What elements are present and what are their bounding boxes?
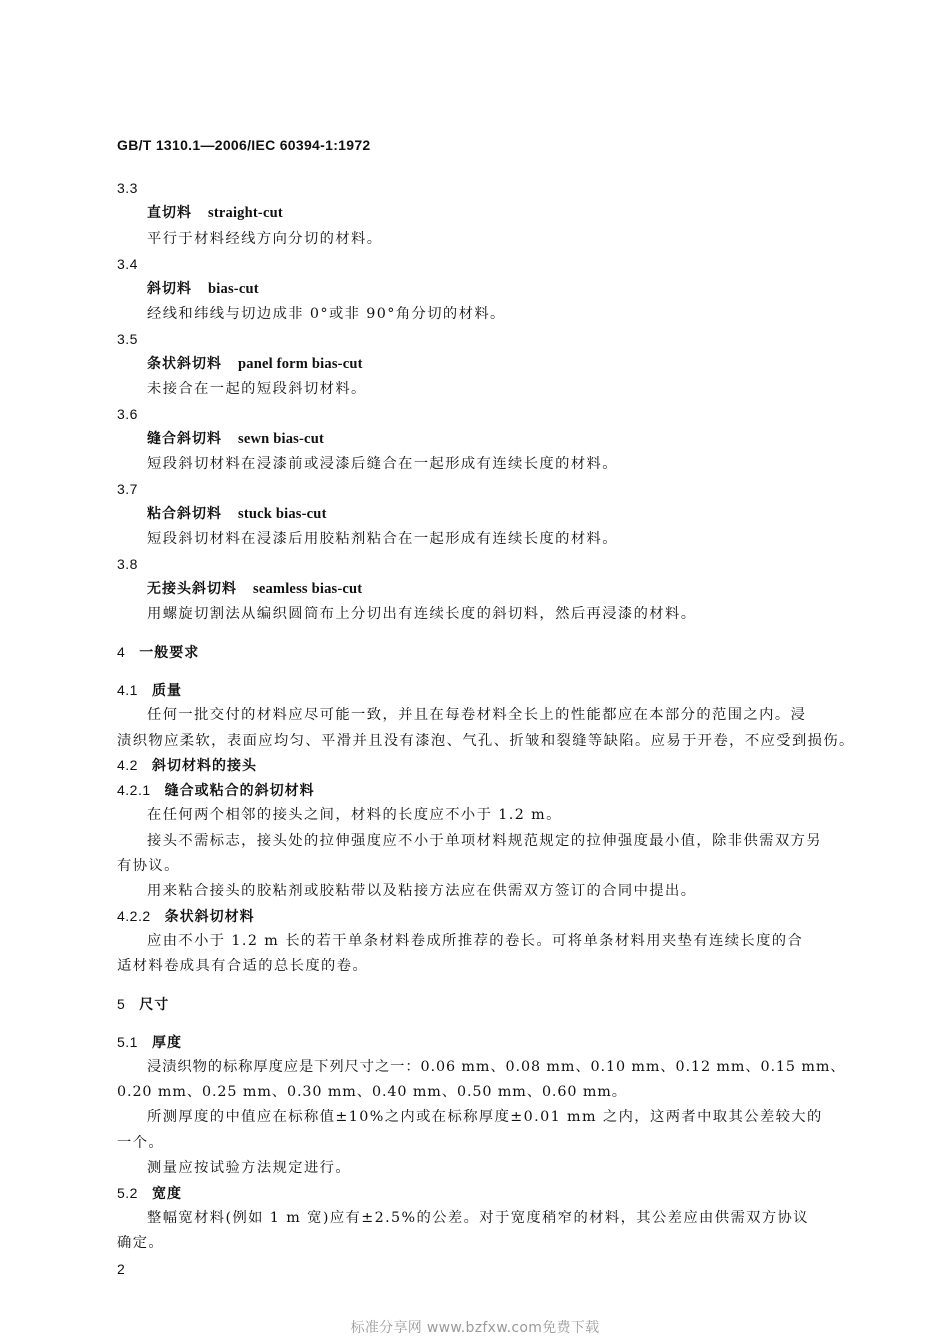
paragraph-line: 适材料卷成具有合适的总长度的卷。 — [117, 958, 369, 974]
paragraph-line: 应由不小于 1.2 m 长的若干单条材料卷成所推荐的卷长。可将单条材料用夹垫有连续长度的合 — [147, 933, 804, 949]
subsection-number: 4.2 — [117, 757, 138, 773]
subsection-number: 4.1 — [117, 682, 138, 698]
term-zh: 直切料 — [147, 205, 192, 221]
subsection-title: 缝合或粘合的斜切材料 — [164, 783, 315, 799]
term-en: stuck bias-cut — [238, 506, 327, 522]
section-number: 4 — [117, 644, 126, 660]
term-definition: 短段斜切材料在浸漆后用胶粘剂粘合在一起形成有连续长度的材料。 — [147, 531, 618, 547]
term-zh: 粘合斜切料 — [147, 506, 222, 522]
paragraph-line: 测量应按试验方法规定进行。 — [147, 1160, 352, 1176]
term-definition: 未接合在一起的短段斜切材料。 — [147, 381, 367, 397]
term-en: bias-cut — [208, 281, 259, 297]
paragraph-line: 接头不需标志，接头处的拉伸强度应不小于单项材料规范规定的拉伸强度最小值，除非供需双方另 — [147, 833, 822, 849]
paragraph-line: 确定。 — [117, 1235, 165, 1251]
term-definition: 平行于材料经线方向分切的材料。 — [147, 231, 383, 247]
term-number: 3.4 — [117, 256, 138, 272]
term-zh: 斜切料 — [147, 281, 192, 297]
subsection-number: 5.1 — [117, 1034, 138, 1050]
paragraph-line: 浸渍织物的标称厚度应是下列尺寸之一：0.06 mm、0.08 mm、0.10 mm、0.12 mm、0.15 mm、 — [147, 1059, 846, 1075]
term-en: panel form bias-cut — [238, 356, 363, 372]
term-zh: 条状斜切料 — [147, 356, 222, 372]
subsection-title: 斜切材料的接头 — [151, 758, 257, 774]
subsection-title: 条状斜切材料 — [164, 909, 255, 925]
term-title — [147, 579, 362, 599]
page-number: 2 — [117, 1261, 126, 1277]
paragraph-line: 0.20 mm、0.25 mm、0.30 mm、0.40 mm、0.50 mm、0.60 mm。 — [117, 1084, 627, 1100]
section-title: 一般要求 — [139, 645, 200, 661]
subsection-title: 厚度 — [151, 1035, 182, 1051]
term-definition: 用螺旋切割法从编织圆筒布上分切出有连续长度的斜切料，然后再浸漆的材料。 — [147, 606, 697, 622]
paragraph-line: 有协议。 — [117, 858, 180, 874]
term-definition: 经线和纬线与切边成非 0°或非 90°角分切的材料。 — [147, 306, 506, 322]
section-number: 5 — [117, 996, 126, 1012]
section-heading — [117, 642, 199, 663]
term-title — [147, 504, 327, 524]
section-title: 尺寸 — [139, 997, 170, 1013]
section-heading — [117, 994, 169, 1015]
paragraph-line: 整幅宽材料(例如 1 m 宽)应有±2.5%的公差。对于宽度稍窄的材料，其公差应由供需双方协议 — [147, 1210, 809, 1226]
term-en: straight-cut — [208, 205, 283, 221]
term-en: sewn bias-cut — [238, 431, 324, 447]
subsection-number: 4.2.2 — [117, 908, 151, 924]
term-number: 3.5 — [117, 331, 138, 347]
watermark-footer: 标准分享网 www.bzfxw.com免费下载 — [350, 1320, 600, 1336]
subsection-title: 宽度 — [151, 1186, 182, 1202]
paragraph-line: 在任何两个相邻的接头之间，材料的长度应不小于 1.2 m。 — [147, 807, 562, 823]
term-title — [147, 429, 324, 449]
subsection-heading — [117, 780, 315, 801]
subsection-heading — [117, 1032, 182, 1053]
subsection-number: 5.2 — [117, 1185, 138, 1201]
subsection-title: 质量 — [151, 683, 182, 699]
paragraph-line: 一个。 — [117, 1135, 165, 1151]
subsection-heading — [117, 680, 182, 701]
term-title — [147, 354, 363, 374]
term-number: 3.8 — [117, 556, 138, 572]
term-number: 3.6 — [117, 406, 138, 422]
term-zh: 无接头斜切料 — [147, 581, 237, 597]
subsection-number: 4.2.1 — [117, 782, 151, 798]
term-en: seamless bias-cut — [253, 581, 363, 597]
subsection-heading — [117, 906, 255, 927]
subsection-heading — [117, 1183, 182, 1204]
paragraph-line: 用来粘合接头的胶粘剂或胶粘带以及粘接方法应在供需双方签订的合同中提出。 — [147, 883, 697, 899]
standard-header: GB/T 1310.1—2006/IEC 60394-1:1972 — [117, 137, 371, 153]
term-zh: 缝合斜切料 — [147, 431, 222, 447]
term-title — [147, 203, 283, 223]
term-title — [147, 279, 259, 299]
term-number: 3.3 — [117, 180, 138, 196]
paragraph-line: 任何一批交付的材料应尽可能一致，并且在每卷材料全长上的性能都应在本部分的范围之内。浸 — [147, 707, 807, 723]
paragraph-line: 渍织物应柔软，表面应均匀、平滑并且没有漆泡、气孔、折皱和裂缝等缺陷。应易于开卷，不应受到损伤。 — [117, 733, 855, 749]
term-number: 3.7 — [117, 481, 138, 497]
paragraph-line: 所测厚度的中值应在标称值±10%之内或在标称厚度±0.01 mm 之内，这两者中取其公差较大的 — [147, 1109, 823, 1125]
subsection-heading — [117, 755, 257, 776]
term-definition: 短段斜切材料在浸漆前或浸漆后缝合在一起形成有连续长度的材料。 — [147, 456, 618, 472]
